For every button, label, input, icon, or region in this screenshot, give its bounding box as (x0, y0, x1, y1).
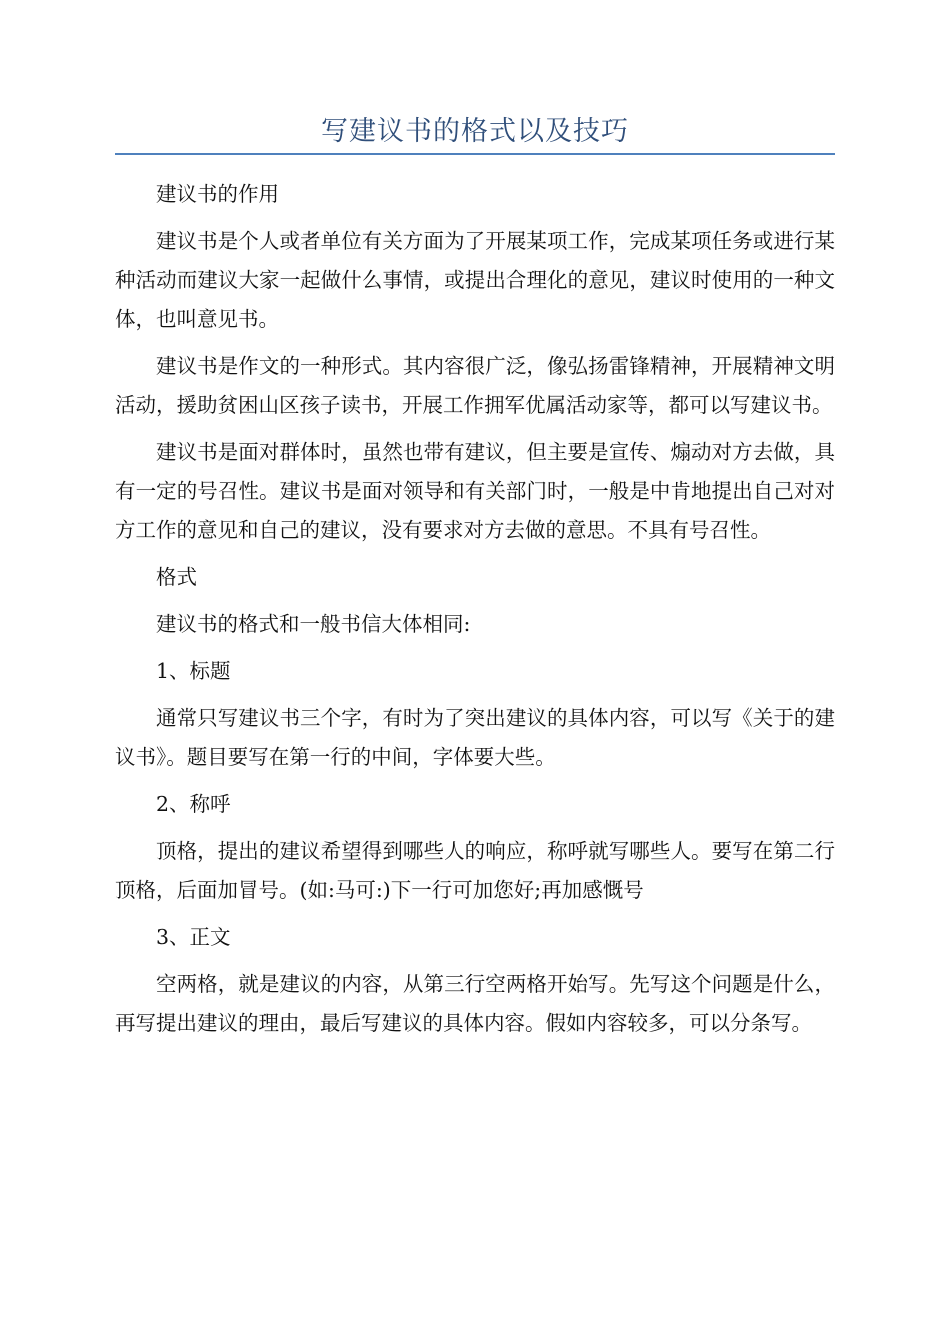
paragraph: 建议书是面对群体时，虽然也带有建议，但主要是宣传、煽动对方去做，具有一定的号召性。建议书是面对领导和有关部门时，一般是中肯地提出自己对对方工作的意见和自己的建议，没有要求对方去做的意思。不具有号召性。 (115, 440, 835, 542)
section-heading-purpose: 建议书的作用 (156, 182, 279, 206)
section-heading-format: 格式 (156, 565, 197, 589)
document-body (115, 175, 835, 1051)
list-heading-body: 3、正文 (156, 925, 231, 949)
paragraph: 建议书是个人或者单位有关方面为了开展某项工作，完成某项任务或进行某种活动而建议大家一起做什么事情，或提出合理化的意见，建议时使用的一种文体，也叫意见书。 (115, 229, 835, 331)
paragraph: 空两格，就是建议的内容，从第三行空两格开始写。先写这个问题是什么，再写提出建议的理由，最后写建议的具体内容。假如内容较多，可以分条写。 (115, 972, 835, 1035)
document-title: 写建议书的格式以及技巧 (321, 116, 629, 147)
paragraph: 顶格，提出的建议希望得到哪些人的响应，称呼就写哪些人。要写在第二行顶格，后面加冒号。(如:马可:)下一行可加您好;再加感慨号 (115, 839, 835, 902)
paragraph: 建议书的格式和一般书信大体相同: (156, 612, 471, 636)
title-underline (115, 153, 835, 155)
list-heading-title: 1、标题 (156, 659, 231, 683)
paragraph: 通常只写建议书三个字，有时为了突出建议的具体内容，可以写《关于的建议书》。题目要写在第一行的中间，字体要大些。 (115, 706, 835, 769)
list-heading-salutation: 2、称呼 (156, 792, 231, 816)
paragraph: 建议书是作文的一种形式。其内容很广泛，像弘扬雷锋精神，开展精神文明活动，援助贫困山区孩子读书，开展工作拥军优属活动家等，都可以写建议书。 (115, 354, 835, 417)
